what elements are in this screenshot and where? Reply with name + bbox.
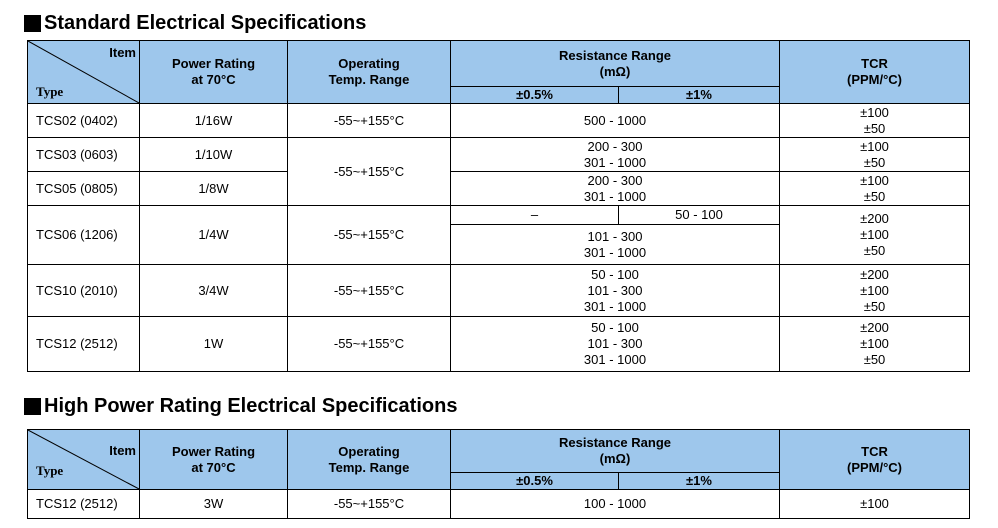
header-item-type [28, 430, 140, 490]
header-tcr: TCR (PPM/°C) [780, 430, 970, 490]
power-cell: 1/10W [140, 138, 288, 172]
temp-cell: -55~+155°C [288, 138, 451, 206]
header-tcr: TCR (PPM/°C) [780, 41, 970, 104]
section-title-text: Standard Electrical Specifications [44, 12, 367, 34]
header-power-rating: Power Rating at 70°C [140, 41, 288, 104]
tcr-cell: ±200 ±100 ±50 [780, 265, 970, 317]
temp-cell: -55~+155°C [288, 490, 451, 519]
tcr-cell: ±100 [780, 490, 970, 519]
table-row [28, 265, 970, 317]
header-item-label: Item [109, 443, 136, 458]
header-temp-range: Operating Temp. Range [288, 41, 451, 104]
temp-cell: -55~+155°C [288, 206, 451, 265]
header-tol-1: ±1% [619, 473, 780, 490]
standard-spec-table [27, 40, 970, 372]
type-cell: TCS05 (0805) [28, 172, 140, 206]
square-bullet-icon [24, 398, 41, 415]
header-item-label: Item [109, 45, 136, 60]
temp-cell: -55~+155°C [288, 317, 451, 372]
table-row [28, 317, 970, 372]
header-temp-range: Operating Temp. Range [288, 430, 451, 490]
power-cell: 3/4W [140, 265, 288, 317]
tcr-cell: ±100 ±50 [780, 138, 970, 172]
type-cell: TCS12 (2512) [28, 317, 140, 372]
tcr-cell: ±100 ±50 [780, 104, 970, 138]
temp-cell: -55~+155°C [288, 104, 451, 138]
resistance-cell: 50 - 100 101 - 300 301 - 1000 [451, 317, 780, 372]
diagonal-divider-icon [28, 430, 139, 489]
temp-cell: -55~+155°C [288, 265, 451, 317]
resistance-cell-tol-1: 50 - 100 [619, 206, 780, 225]
header-type-label: Type [36, 84, 64, 99]
table-row [28, 206, 970, 225]
table-row [28, 172, 970, 206]
header-tol-0-5: ±0.5% [451, 473, 619, 490]
tcr-cell: ±100 ±50 [780, 172, 970, 206]
section-title-standard [24, 11, 366, 35]
table-row [28, 138, 970, 172]
power-cell: 1/8W [140, 172, 288, 206]
tcr-cell: ±200 ±100 ±50 [780, 317, 970, 372]
table-row [28, 104, 970, 138]
section-title-high-power [24, 394, 457, 418]
square-bullet-icon [24, 15, 41, 32]
header-tol-1: ±1% [619, 87, 780, 104]
header-resistance-range: Resistance Range (mΩ) [451, 430, 780, 473]
resistance-cell: 100 - 1000 [451, 490, 780, 519]
type-cell: TCS06 (1206) [28, 206, 140, 265]
header-item-type [28, 41, 140, 104]
resistance-cell: 200 - 300 301 - 1000 [451, 172, 780, 206]
type-cell: TCS12 (2512) [28, 490, 140, 519]
resistance-cell: 500 - 1000 [451, 104, 780, 138]
resistance-cell-tol-0-5: – [451, 206, 619, 225]
resistance-cell: 50 - 100 101 - 300 301 - 1000 [451, 265, 780, 317]
power-cell: 3W [140, 490, 288, 519]
power-cell: 1W [140, 317, 288, 372]
tcr-cell: ±200 ±100 ±50 [780, 206, 970, 265]
type-cell: TCS03 (0603) [28, 138, 140, 172]
header-type-label: Type [36, 463, 64, 478]
high-power-spec-table [27, 429, 970, 519]
header-tol-0-5: ±0.5% [451, 87, 619, 104]
header-power-rating: Power Rating at 70°C [140, 430, 288, 490]
power-cell: 1/4W [140, 206, 288, 265]
resistance-cell: 200 - 300 301 - 1000 [451, 138, 780, 172]
resistance-cell: 101 - 300 301 - 1000 [451, 225, 780, 265]
type-cell: TCS10 (2010) [28, 265, 140, 317]
power-cell: 1/16W [140, 104, 288, 138]
section-title-text: High Power Rating Electrical Specifications [44, 395, 458, 417]
type-cell: TCS02 (0402) [28, 104, 140, 138]
header-resistance-range: Resistance Range (mΩ) [451, 41, 780, 87]
table-row [28, 490, 970, 519]
